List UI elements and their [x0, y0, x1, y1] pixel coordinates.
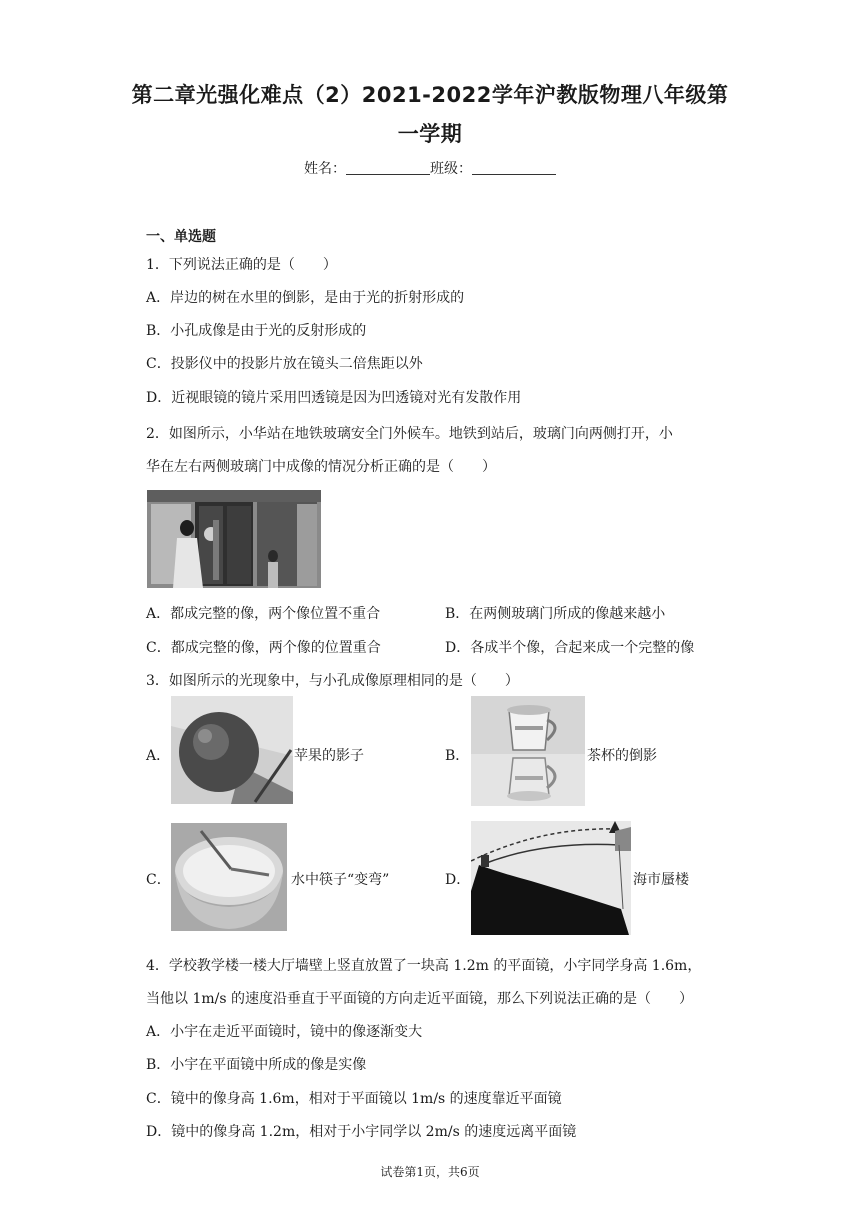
- q2-stem-line2: 华在左右两侧玻璃门中成像的情况分析正确的是（ ）: [146, 459, 496, 475]
- q3-option-d-letter: D．: [445, 872, 471, 888]
- q3-option-d-caption: 海市蜃楼: [633, 872, 689, 888]
- name-blank: [346, 160, 430, 175]
- q3-diagram-mirage: [471, 821, 631, 935]
- q1-option-c: C．投影仪中的投影片放在镜头二倍焦距以外: [146, 356, 423, 372]
- q3-option-a-letter: A．: [146, 748, 171, 764]
- q2-option-c: C．都成完整的像，两个像的位置重合: [146, 640, 381, 656]
- q2-option-a: A．都成完整的像，两个像位置不重合: [146, 606, 381, 622]
- q3-option-b-letter: B．: [445, 748, 470, 764]
- page-footer: 试卷第1页，共6页: [380, 1165, 480, 1179]
- q2-photo-subway-doors: [147, 490, 321, 588]
- q1-option-a: A．岸边的树在水里的倒影，是由于光的折射形成的: [146, 290, 465, 306]
- q1-stem: 1．下列说法正确的是（ ）: [146, 257, 337, 273]
- q2-stem-line1: 2．如图所示，小华站在地铁玻璃安全门外候车。地铁到站后，玻璃门向两侧打开，小: [146, 426, 673, 442]
- q2-option-d: D．各成半个像，合起来成一个完整的像: [445, 640, 695, 656]
- student-info: [0, 158, 860, 178]
- q4-stem-line2: 当他以 1m/s 的速度沿垂直于平面镜的方向走近平面镜，那么下列说法正确的是（ ）: [146, 991, 693, 1007]
- q3-option-b-caption: 茶杯的倒影: [587, 748, 657, 764]
- class-blank: [472, 160, 556, 175]
- q1-option-d: D．近视眼镜的镜片采用凹透镜是因为凹透镜对光有发散作用: [146, 390, 522, 406]
- page-title-line2: 一学期: [397, 122, 463, 146]
- q3-photo-apple-shadow: [171, 696, 293, 804]
- q1-option-b: B．小孔成像是由于光的反射形成的: [146, 323, 367, 339]
- class-label: 班级：: [430, 161, 472, 177]
- q4-stem-line1: 4．学校教学楼一楼大厅墙壁上竖直放置了一块高 1.2m 的平面镜，小宇同学身高 1.6m，: [146, 958, 702, 974]
- name-label: 姓名：: [304, 161, 346, 177]
- q3-option-a-caption: 苹果的影子: [294, 748, 364, 764]
- q3-photo-teacup-reflection: [471, 696, 585, 806]
- q4-option-b: B．小宇在平面镜中所成的像是实像: [146, 1057, 367, 1073]
- q3-option-c-letter: C．: [146, 872, 171, 888]
- q2-option-b: B．在两侧玻璃门所成的像越来越小: [445, 606, 666, 622]
- q4-option-d: D．镜中的像身高 1.2m，相对于小宇同学以 2m/s 的速度远离平面镜: [146, 1124, 577, 1140]
- q4-option-a: A．小宇在走近平面镜时，镜中的像逐渐变大: [146, 1024, 423, 1040]
- q3-photo-chopsticks-in-water: [171, 823, 287, 931]
- q3-option-c-caption: 水中筷子“变弯”: [291, 872, 390, 888]
- page-title-line1: 第二章光强化难点（2）2021-2022学年沪教版物理八年级第: [131, 83, 729, 107]
- q4-option-c: C．镜中的像身高 1.6m，相对于平面镜以 1m/s 的速度靠近平面镜: [146, 1091, 562, 1107]
- q3-stem: 3．如图所示的光现象中，与小孔成像原理相同的是（ ）: [146, 673, 519, 689]
- section-heading: 一、单选题: [146, 229, 216, 245]
